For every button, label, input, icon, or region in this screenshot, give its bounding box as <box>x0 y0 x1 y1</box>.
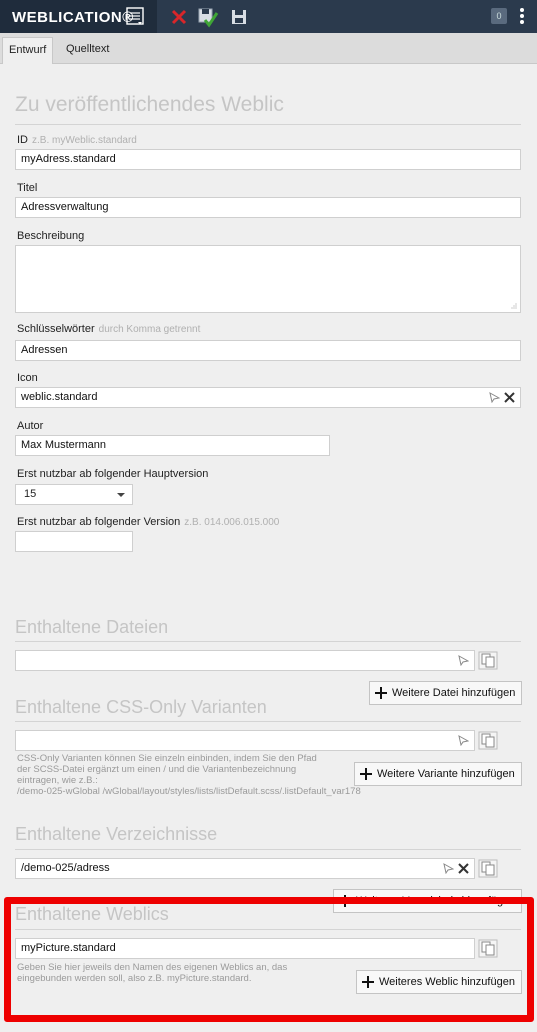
resize-grip-icon[interactable] <box>511 303 517 309</box>
tab-quelltext[interactable]: Quelltext <box>66 43 110 55</box>
menu-icon[interactable] <box>126 7 144 25</box>
directories-input[interactable] <box>15 858 475 879</box>
plus-icon <box>362 976 374 988</box>
chevron-down-icon <box>117 493 125 497</box>
note-line: /demo-025-wGlobal /wGlobal/layout/styles/lists/listDefault.scss/.listDefault_var178 <box>17 786 361 797</box>
files-section-title: Enthaltene Dateien <box>15 617 169 637</box>
description-textarea[interactable] <box>15 245 521 313</box>
file-picker-icon[interactable] <box>478 730 498 750</box>
id-label <box>17 134 137 146</box>
title-label: Titel <box>17 182 38 194</box>
title-input[interactable]: Adressverwaltung <box>15 197 521 218</box>
file-picker-icon[interactable] <box>478 650 498 670</box>
brand-logo: WEBLICATION® <box>12 9 134 26</box>
version-input[interactable] <box>15 531 133 552</box>
add-variant-button[interactable] <box>354 762 522 786</box>
directories-section-title: Enthaltene Verzeichnisse <box>15 824 218 844</box>
weblics-note <box>17 962 287 984</box>
keywords-input[interactable]: Adressen <box>15 340 521 361</box>
select-pointer-icon[interactable] <box>458 655 469 666</box>
close-icon[interactable] <box>168 6 190 28</box>
file-picker-icon[interactable] <box>478 938 498 958</box>
note-line: Geben Sie hier jeweils den Namen des eigenen Weblics an, das <box>17 962 288 973</box>
file-picker-icon[interactable] <box>478 858 498 878</box>
id-input[interactable]: myAdress.standard <box>15 149 521 170</box>
author-label: Autor <box>17 420 44 432</box>
add-directory-button[interactable] <box>333 889 522 913</box>
weblics-input[interactable]: myPicture.standard <box>15 938 475 959</box>
select-pointer-icon[interactable] <box>489 392 500 403</box>
add-variant-button-label: Weitere Variante hinzufügen <box>377 768 515 780</box>
css-variants-section-title: Enthaltene CSS-Only Varianten <box>15 697 267 717</box>
id-hint: z.B. myWeblic.standard <box>32 135 137 146</box>
author-input[interactable]: Max Mustermann <box>15 435 330 456</box>
version-hint: z.B. 014.006.015.000 <box>184 517 280 528</box>
css-variants-note <box>17 753 361 797</box>
keywords-label <box>17 323 200 335</box>
id-label-text: ID <box>17 134 28 146</box>
add-directory-button-label: Weiteres Verzeichnis hinzufügen <box>356 895 516 907</box>
note-line: eintragen, wie z.B.: <box>17 775 98 786</box>
title-divider <box>15 124 521 125</box>
version-label <box>17 516 279 528</box>
files-divider <box>15 641 521 642</box>
brand-block <box>0 0 157 33</box>
main-version-label: Erst nutzbar ab folgender Hauptversion <box>17 468 209 480</box>
files-input[interactable] <box>15 650 475 671</box>
plus-icon <box>339 895 351 907</box>
css-variants-input[interactable] <box>15 730 475 751</box>
clear-icon[interactable] <box>458 863 469 874</box>
main-version-select[interactable] <box>15 484 133 505</box>
css-variants-divider <box>15 721 521 722</box>
more-icon[interactable] <box>519 7 525 25</box>
weblics-divider <box>15 929 521 930</box>
plus-icon <box>375 687 387 699</box>
toolbar <box>0 0 537 33</box>
note-line: eingebunden werden soll, also z.B. myPicture.standard. <box>17 973 252 984</box>
clear-icon[interactable] <box>504 392 515 403</box>
save-check-icon[interactable] <box>197 6 219 28</box>
add-file-button[interactable] <box>369 681 522 705</box>
version-label-text: Erst nutzbar ab folgender Version <box>17 516 181 528</box>
add-weblic-button-label: Weiteres Weblic hinzufügen <box>379 976 515 988</box>
note-line: der SCSS-Datei ergänzt um einen / und die Variantenbezeichnung <box>17 764 297 775</box>
select-pointer-icon[interactable] <box>458 735 469 746</box>
plus-icon <box>360 768 372 780</box>
weblics-section-title: Enthaltene Weblics <box>15 904 169 924</box>
keywords-label-text: Schlüsselwörter <box>17 323 95 335</box>
note-line: CSS-Only Varianten können Sie einzeln einbinden, indem Sie den Pfad <box>17 753 317 764</box>
icon-value: weblic.standard <box>21 391 98 403</box>
icon-label: Icon <box>17 372 38 384</box>
description-label: Beschreibung <box>17 230 85 242</box>
icon-input[interactable] <box>15 387 521 408</box>
keywords-hint: durch Komma getrennt <box>98 324 201 335</box>
tab-bar <box>0 33 537 64</box>
tab-entwurf[interactable]: Entwurf <box>2 37 53 64</box>
notification-badge[interactable]: 0 <box>491 8 507 24</box>
select-pointer-icon[interactable] <box>443 863 454 874</box>
page-title: Zu veröffentlichendes Weblic <box>15 93 284 116</box>
add-file-button-label: Weitere Datei hinzufügen <box>392 687 516 699</box>
add-weblic-button[interactable] <box>356 970 522 994</box>
save-icon[interactable] <box>228 6 250 28</box>
main-version-value: 15 <box>24 488 37 500</box>
directories-value: /demo-025/adress <box>21 862 110 874</box>
directories-divider <box>15 849 521 850</box>
